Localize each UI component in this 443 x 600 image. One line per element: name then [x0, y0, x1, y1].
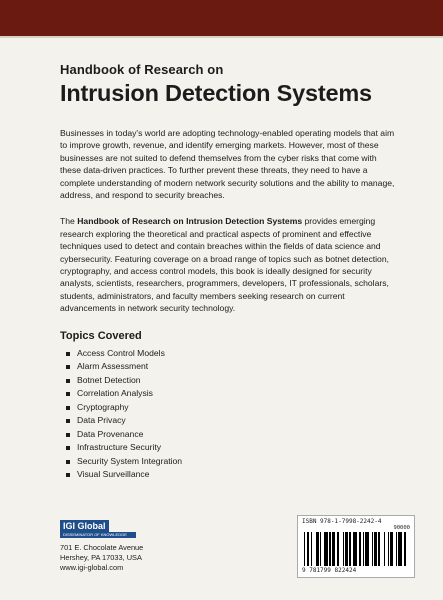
- bullet-icon: [66, 352, 70, 356]
- topic-item: [66, 414, 395, 428]
- barcode-bars: [304, 532, 408, 566]
- bullet-icon: [66, 473, 70, 477]
- logo-tagline: DISSEMINATOR OF KNOWLEDGE: [60, 532, 136, 538]
- bullet-icon: [66, 446, 70, 450]
- bullet-icon: [66, 460, 70, 464]
- topic-item: [66, 455, 395, 469]
- topics-list: [60, 347, 395, 482]
- topic-item: [66, 387, 395, 401]
- topic-label: Data Provenance: [77, 428, 144, 439]
- paragraph-2-book-title: Handbook of Research on Intrusion Detection Systems: [77, 216, 303, 227]
- bullet-icon: [66, 433, 70, 437]
- topic-label: Data Privacy: [77, 415, 126, 426]
- topic-item: [66, 428, 395, 442]
- publisher-logo: [60, 520, 136, 538]
- paragraph-2-body: provides emerging research exploring the theoretical and practical aspects of prominent and effective techniques used to detect and contain breaches within the fields of data science and cybersecurity. Featuring coverage on a broad range of topics such as botnet detection, cryptography, and access control models, this book is ideally designed for security analysts, scientists, researchers, programmers, developers, IT professionals, scholars, students, administrators, and faculty members seeking research on current advancements in network security technology.: [60, 216, 389, 314]
- topic-item: [66, 360, 395, 374]
- topic-item: [66, 441, 395, 455]
- topic-label: Visual Surveillance: [77, 469, 150, 480]
- barcode-digits: 9 781799 822424: [302, 567, 357, 574]
- address-line-2: Hershey, PA 17033, USA: [60, 553, 142, 562]
- description-paragraph-1: Businesses in today's world are adopting technology-enabled operating models that aim to improve growth, revenue, and identify emerging markets. However, most of these businesses are not suited to defend themselves from the cyber risks that come with these data-driven practices. To further prevent these threats, they need to have a complete understanding of modern network security solutions and the ability to manage, address, and respond to security breaches.: [60, 128, 395, 201]
- isbn-barcode: [297, 515, 415, 578]
- topic-label: Alarm Assessment: [77, 361, 149, 372]
- bullet-icon: [66, 379, 70, 383]
- topic-item: [66, 401, 395, 415]
- topic-label: Botnet Detection: [77, 374, 141, 385]
- isbn-label: ISBN 978-1-7998-2242-4: [302, 518, 382, 525]
- topic-label: Cryptography: [77, 401, 129, 412]
- address-line-1: 701 E. Chocolate Avenue: [60, 543, 144, 552]
- topics-heading: Topics Covered: [60, 329, 142, 342]
- cover-top-band: [0, 0, 443, 36]
- publisher-website: www.igi-global.com: [60, 563, 124, 572]
- price-code: 90000: [393, 525, 410, 531]
- topic-label: Access Control Models: [77, 347, 165, 358]
- title-line-2: Intrusion Detection Systems: [60, 80, 372, 106]
- topic-label: Correlation Analysis: [77, 388, 153, 399]
- bullet-icon: [66, 406, 70, 410]
- bullet-icon: [66, 392, 70, 396]
- topic-label: Security System Integration: [77, 455, 183, 466]
- topic-item: [66, 374, 395, 388]
- bullet-icon: [66, 365, 70, 369]
- barcode-bar: [406, 532, 407, 566]
- band-divider: [0, 36, 443, 38]
- topic-item: [66, 468, 395, 482]
- bullet-icon: [66, 419, 70, 423]
- publisher-address: [60, 543, 143, 573]
- topic-label: Infrastructure Security: [77, 442, 162, 453]
- title-line-1: Handbook of Research on: [60, 62, 224, 77]
- topic-item: [66, 347, 395, 361]
- back-cover-content: [60, 62, 395, 482]
- logo-text: IGI Global: [60, 520, 109, 538]
- paragraph-2-prefix: The: [60, 216, 78, 227]
- description-paragraph-2: [60, 215, 395, 314]
